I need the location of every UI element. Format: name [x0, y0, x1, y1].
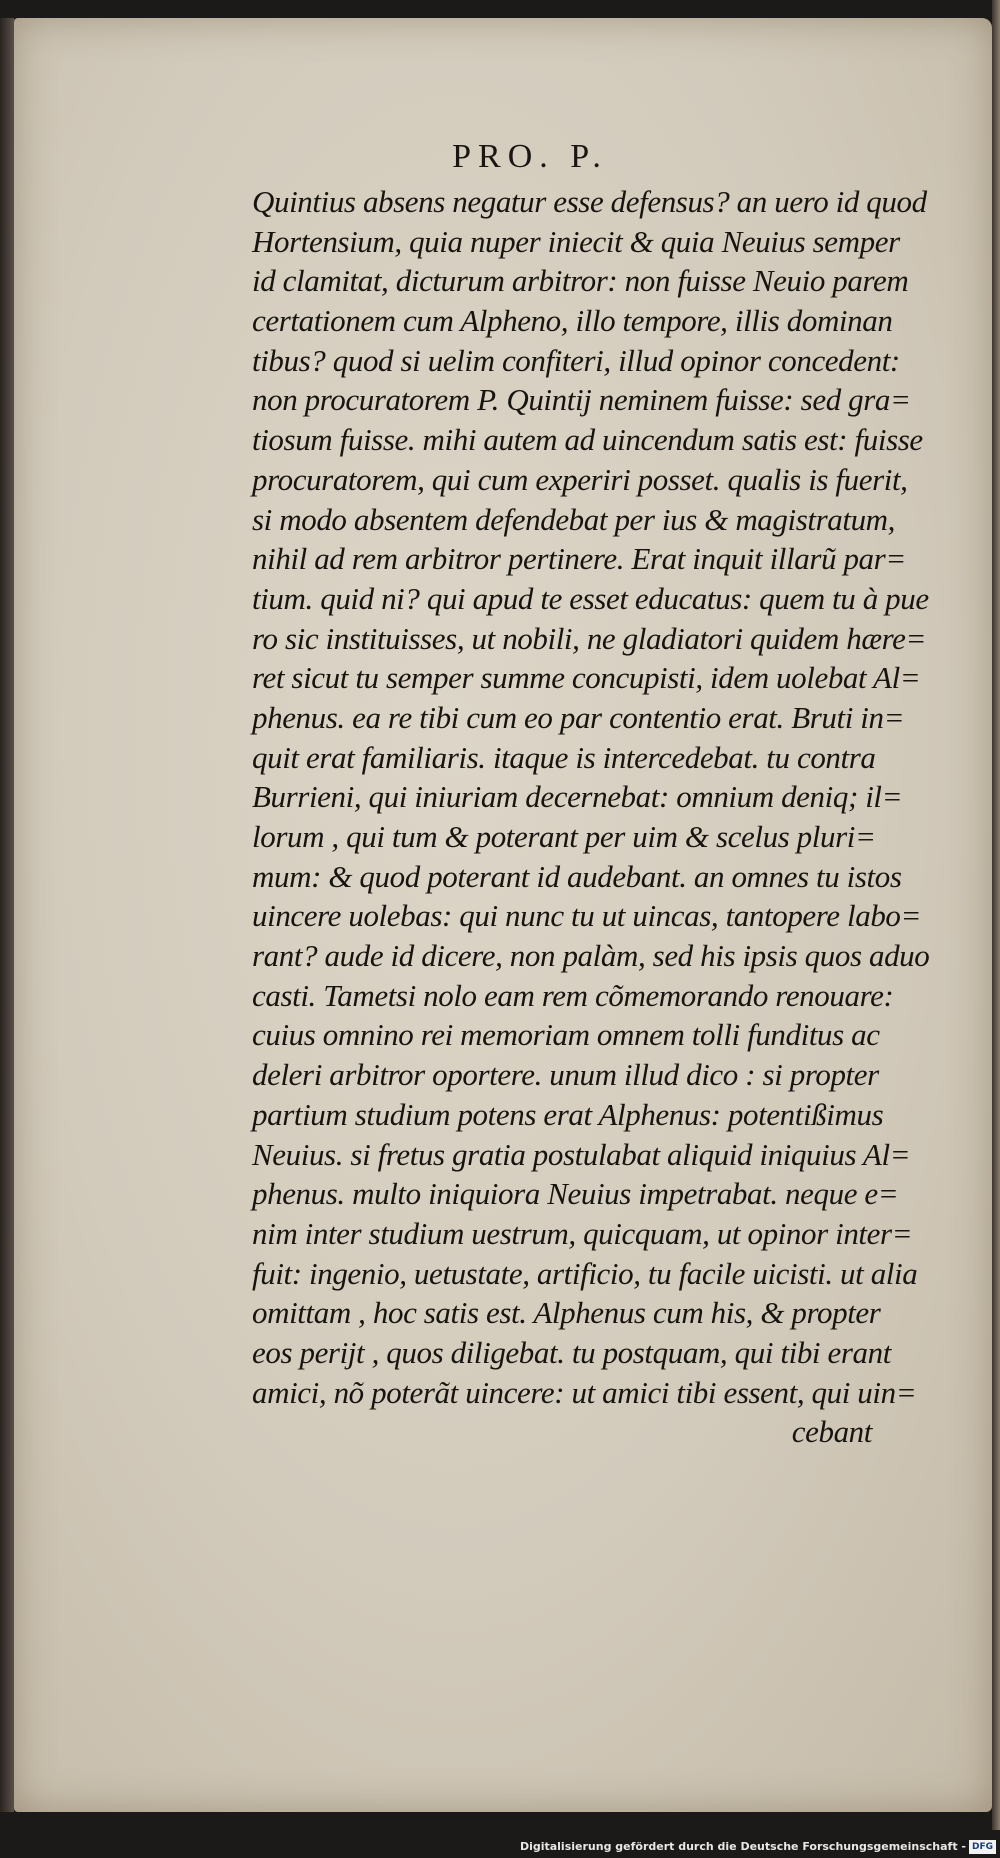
- book-binding: [0, 18, 14, 1812]
- text-line: rant? aude id dicere, non palàm, sed his ipsis quos aduo: [252, 938, 930, 974]
- text-line: id clamitat, dicturum arbitror: non fuisse Neuio parem: [252, 263, 909, 299]
- text-line: nihil ad rem arbitror pertinere. Erat inquit illarũ par=: [252, 541, 906, 577]
- text-line: omittam , hoc satis est. Alphenus cum his, & propter: [252, 1295, 881, 1331]
- text-line: non procuratorem P. Quintij neminem fuisse: sed gra=: [252, 382, 911, 418]
- running-header: PRO. P.: [452, 138, 608, 175]
- text-line: si modo absentem defendebat per ius & magistratum,: [252, 501, 896, 537]
- text-line: certationem cum Alpheno, illo tempore, illis dominan: [252, 303, 893, 339]
- text-line: mum: & quod poterant id audebant. an omnes tu istos: [252, 858, 902, 894]
- text-line: phenus. multo iniquiora Neuius impetrabat. neque e=: [252, 1176, 899, 1212]
- text-line: tium. quid ni? qui apud te esset educatus: quem tu à pue: [252, 580, 929, 616]
- text-line: tibus? quod si uelim confiteri, illud opinor concedent:: [252, 342, 900, 378]
- text-line: uincere uolebas: qui nunc tu ut uincas, tantopere labo=: [252, 898, 922, 934]
- text-line: quit erat familiaris. itaque is intercedebat. tu contra: [252, 739, 876, 775]
- catchword: cebant: [791, 1414, 872, 1450]
- text-line: procuratorem, qui cum experiri posset. qualis is fuerit,: [252, 461, 908, 497]
- text-line: fuit: ingenio, uetustate, artificio, tu facile uicisti. ut alia: [252, 1255, 918, 1291]
- text-line: nim inter studium uestrum, quicquam, ut opinor inter=: [252, 1215, 913, 1251]
- text-line: Neuius. si fretus gratia postulabat aliquid iniquius Al=: [252, 1136, 911, 1172]
- text-line: cuius omnino rei memoriam omnem tolli funditus ac: [252, 1017, 880, 1053]
- text-line: lorum , qui tum & poterant per uim & scelus pluri=: [252, 819, 876, 854]
- text-line: deleri arbitror oportere. unum illud dico : si propter: [252, 1057, 879, 1093]
- text-line: tiosum fuisse. mihi autem ad uincendum satis est: fuisse: [252, 422, 923, 458]
- page-edge: [992, 0, 1000, 1830]
- text-line: ret sicut tu semper summe concupisti, idem uolebat Al=: [252, 660, 921, 696]
- text-line: partium studium potens erat Alphenus: potentißimus: [252, 1096, 884, 1132]
- text-line: amici, nõ poterãt uincere: ut amici tibi essent, qui uin=: [252, 1374, 917, 1410]
- digitization-credit: Digitalisierung gefördert durch die Deutsche Forschungsgemeinschaft -: [519, 1840, 966, 1853]
- body-text: [252, 182, 932, 1452]
- dfg-logo: DFG: [969, 1840, 996, 1854]
- text-line: Burrieni, qui iniuriam decernebat: omnium deniq; il=: [252, 779, 903, 815]
- text-line: ro sic instituisses, ut nobili, ne gladiatori quidem hære=: [252, 620, 926, 656]
- text-line: eos perijt , quos diligebat. tu postquam, qui tibi erant: [252, 1334, 891, 1370]
- text-line: Quintius absens negatur esse defensus? an uero id quod: [252, 184, 927, 219]
- text-line: phenus. ea re tibi cum eo par contentio erat. Bruti in=: [252, 699, 905, 735]
- text-line: casti. Tametsi nolo eam rem cõmemorando renouare:: [252, 977, 894, 1013]
- text-line: Hortensium, quia nuper iniecit & quia Neuius semper: [252, 223, 900, 259]
